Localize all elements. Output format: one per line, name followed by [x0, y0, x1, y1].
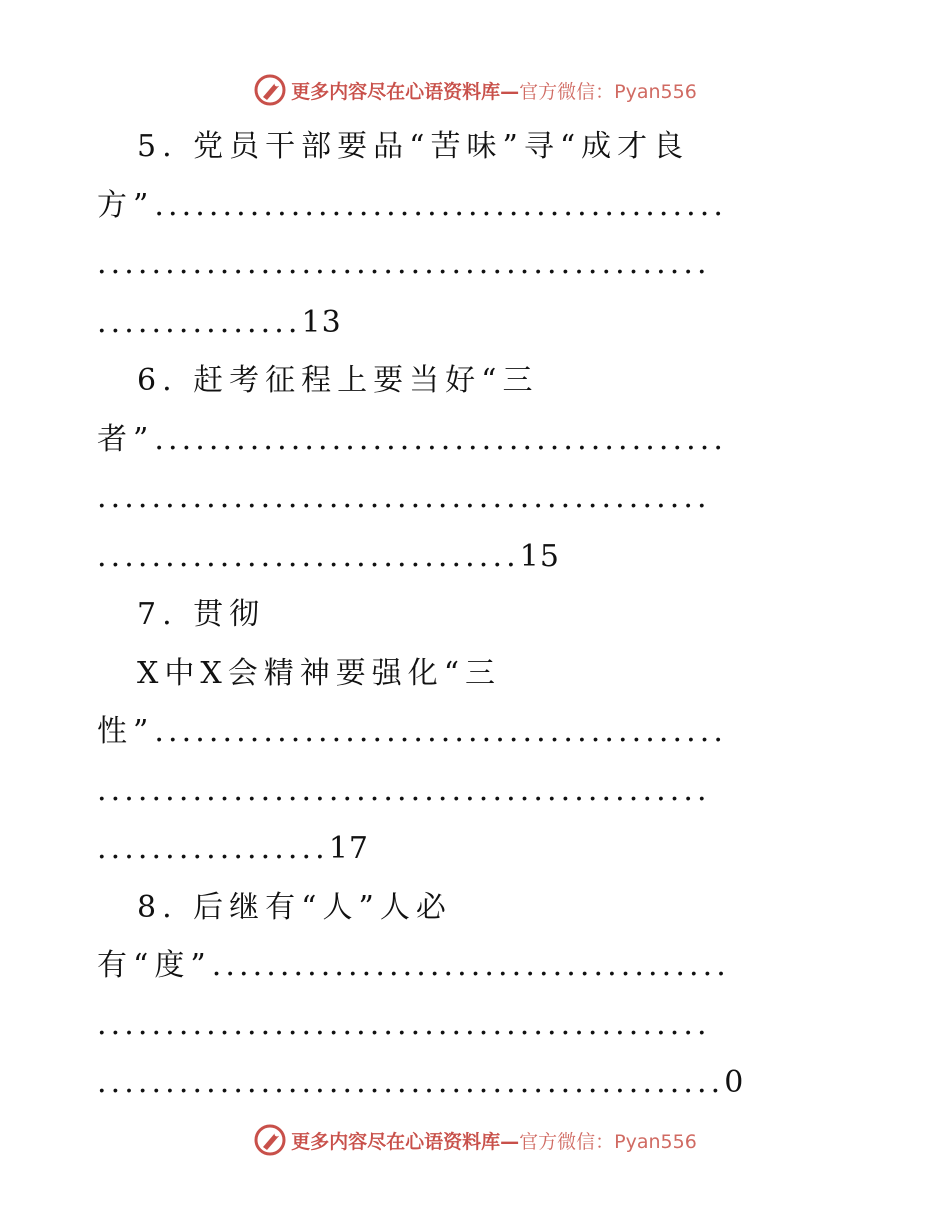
toc-entry-7-title[interactable]: 7. 贯彻: [137, 597, 266, 632]
banner-wechat: 官方微信：Pyan556: [519, 1130, 697, 1153]
leader-dots: ..............................................: [97, 1065, 725, 1100]
toc-entry-7-line2[interactable]: 性”..........................................: [97, 714, 728, 749]
toc-entry-6-line3: [97, 469, 842, 528]
toc-entry-8-title[interactable]: 8. 后继有“人”人必: [137, 889, 452, 925]
footer-banner: [0, 1120, 950, 1160]
toc-entry-8-line2[interactable]: 有“度”......................................: [97, 948, 730, 983]
leader-dots: ..........................................: [154, 714, 728, 749]
toc-entry-5-title[interactable]: 5. 党员干部要品“苦味”寻“成才良: [137, 129, 690, 164]
toc-entry-5-line4: [97, 294, 842, 353]
toc-entry-7-line4: [97, 820, 842, 879]
leader-dots: .............................................: [97, 480, 711, 515]
toc-page-number: 0: [724, 1065, 745, 1100]
toc-entry-7-title-cont[interactable]: X中X会精神要强化“三: [137, 655, 502, 691]
toc-entry-7-line3: [97, 762, 842, 821]
banner-text: 更多内容尽在心语资料库—官方微信：Pyan556: [291, 1130, 697, 1153]
toc-entry-6-line4: [97, 528, 842, 587]
toc-entry-5-line2[interactable]: 方”..........................................: [97, 187, 728, 223]
toc-page-number: 15: [519, 538, 560, 574]
leader-dots: .............................................: [97, 772, 711, 808]
header-banner: [0, 70, 950, 110]
leader-dots: ..........................................: [154, 421, 728, 457]
leader-dots: ..........................................: [154, 187, 728, 223]
toc-page-number: 13: [301, 304, 342, 340]
leader-dots: ...............: [97, 304, 302, 340]
banner-wechat: 官方微信：Pyan556: [519, 80, 697, 103]
toc-entry-5-line3: [97, 235, 842, 294]
pen-logo-icon: [253, 73, 287, 107]
pen-logo-icon: [253, 1123, 287, 1157]
toc-entry-8-line3: [97, 996, 842, 1055]
toc-page-number: 17: [328, 831, 370, 866]
leader-dots: ......................................: [211, 948, 730, 983]
banner-text: 更多内容尽在心语资料库—官方微信：Pyan556: [291, 80, 697, 103]
toc-entry-8-line4: [97, 1054, 842, 1113]
leader-dots: .................: [97, 831, 329, 866]
leader-dots: ...............................: [97, 538, 520, 574]
toc-entry-6-title[interactable]: 6. 赶考征程上要当好“三: [137, 363, 539, 398]
leader-dots: .............................................: [97, 1006, 711, 1042]
toc-entry-6-line2[interactable]: 者”..........................................: [97, 421, 728, 457]
leader-dots: .............................................: [97, 246, 711, 281]
table-of-contents: [97, 118, 842, 1113]
